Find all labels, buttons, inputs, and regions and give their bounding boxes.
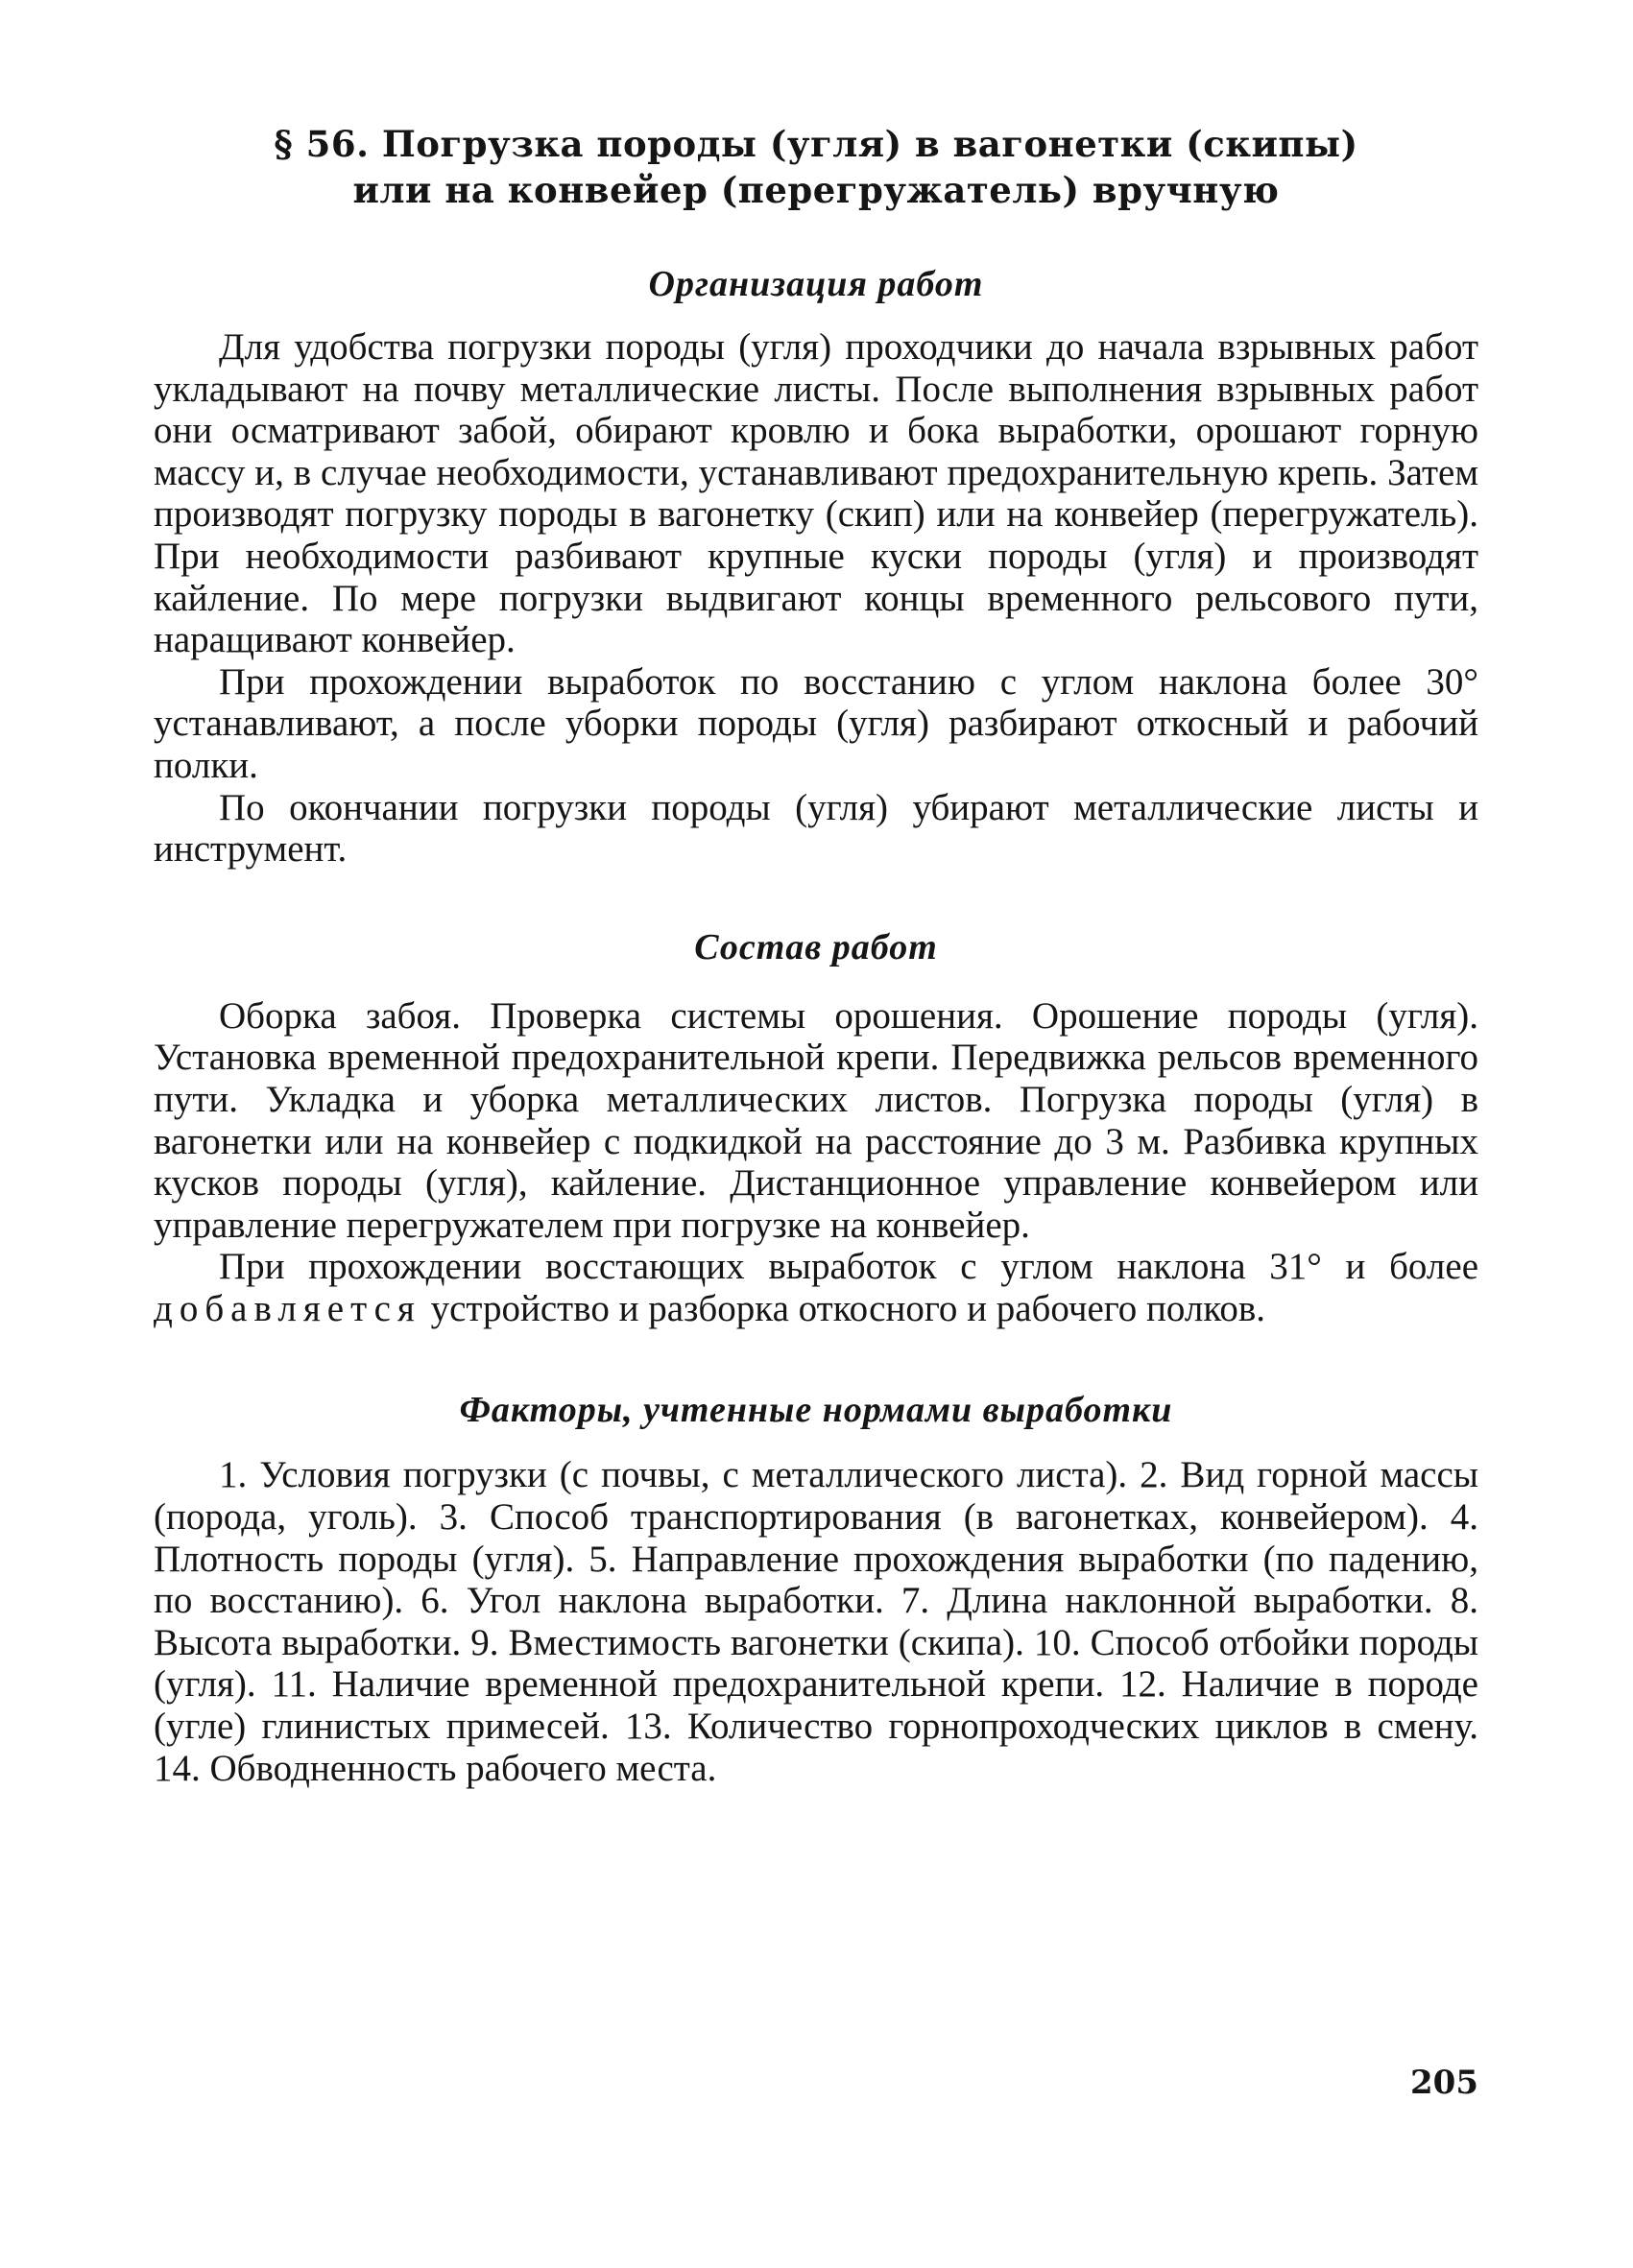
paragraph-organization-1: Для удобства погрузки породы (угля) проходчики до начала взрывных работ укладывают на почву металлические листы. После выполнения взрывных работ они осматривают забой, обирают кровлю и бока выработки, орошают горную массу и, в случае необходимости, устанавливают предохранительную крепь. Затем производят погрузку породы в вагонетку (скип) или на конвейер (перегружатель). При необходимости разбивают крупные куски породы (угля) и производят кайление. По мере погрузки выдвигают концы временного рельсового пути, наращивают конвейер. — [154, 326, 1478, 661]
section-heading-organization: Организация работ — [648, 264, 984, 304]
section-heading-work-composition: Состав работ — [694, 926, 938, 967]
page-number: 205 — [1410, 2064, 1478, 2102]
paragraph-work-composition-1: Оборка забоя. Проверка системы орошения. Орошение породы (угля). Установка временной предохранительной крепи. Передвижка рельсов временного пути. Укладка и уборка металлических листов. Погрузка породы (угля) в вагонетки или на конвейер с подкидкой на расстояние до 3 м. Разбивка крупных кусков породы (угля), кайление. Дистанционное управление конвейером или управление перегружателем при погрузке на конвейер. — [154, 994, 1478, 1246]
paragraph-work-composition-2-start: При прохождении восстающих выработок с углом наклона 31° и более — [219, 1246, 1478, 1288]
chapter-title-line-1: § 56. Погрузка породы (угля) в вагонетки (скипы) — [274, 123, 1358, 165]
chapter-title-line-2: или на конвейер (перегружатель) вручную — [352, 169, 1280, 211]
chapter-title — [154, 113, 1478, 213]
section-heading-factors: Факторы, учтенные нормами выработки — [459, 1390, 1173, 1431]
paragraph-work-composition-2-end: устройство и разборка откосного и рабочего полков. — [430, 1287, 1266, 1329]
paragraph-organization-2: При прохождении выработок по восстанию с углом наклона более 30° устанавливают, а после уборки породы (угля) разбирают откосный и рабочий полки. — [154, 660, 1478, 786]
paragraph-organization-3: По окончании погрузки породы (угля) убирают металлические листы и инструмент. — [154, 786, 1478, 871]
paragraph-work-composition-2 — [154, 1246, 1478, 1329]
page-body — [154, 113, 1478, 1789]
paragraph-factors-list: 1. Условия погрузки (с почвы, с металлического листа). 2. Вид горной массы (порода, уголь). 3. Способ транспортирования (в вагонетках, конвейером). 4. Плотность породы (угля). 5. Направление прохождения выработки (по падению, по восстанию). 6. Угол наклона выработки. 7. Длина наклонной выработки. 8. Высота выработки. 9. Вместимость вагонетки (скипа). 10. Способ отбойки породы (угля). 11. Наличие временной предохранительной крепи. 12. Наличие в породе (угле) глинистых примесей. 13. Количество горнопроходческих циклов в смену. 14. Обводненность рабочего места. — [154, 1454, 1478, 1789]
spaced-emphasis-word: добавляется — [154, 1287, 421, 1329]
